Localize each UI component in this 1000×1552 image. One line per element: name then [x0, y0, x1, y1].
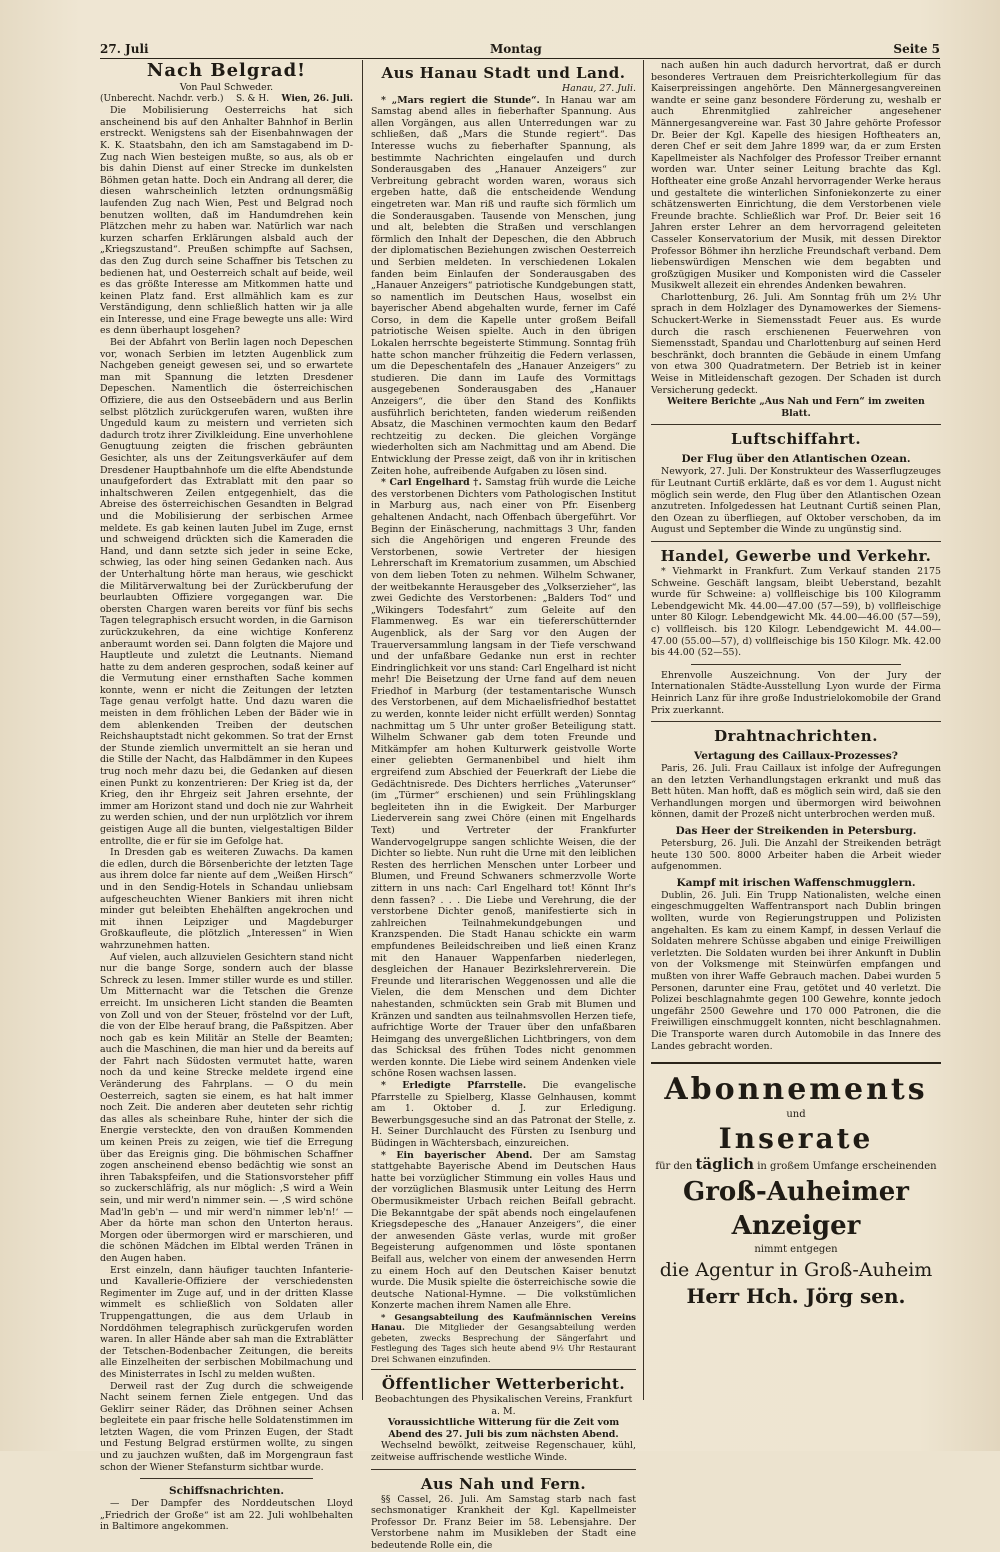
column-divider	[362, 60, 363, 1400]
paragraph	[371, 95, 636, 478]
paragraph: Petersburg, 26. Juli. Die Anzahl der Streikenden beträgt heute 130 500. 8000 Arbeiter haben die Arbeit wieder aufgenommen.	[651, 838, 941, 873]
section-divider	[651, 721, 941, 722]
paragraph-head: * Erledigte Pfarrstelle.	[381, 1080, 527, 1092]
header-date: 27. Juli	[100, 42, 149, 56]
ad-text-emphasis: täglich	[695, 1155, 755, 1174]
column-3	[651, 60, 941, 1400]
ad-text	[651, 1156, 941, 1175]
section-divider	[651, 541, 941, 542]
paragraph-head: * Gesangsabteilung des Kaufmännischen Vereins Hanau.	[371, 1311, 636, 1333]
section-divider	[140, 1478, 313, 1479]
paragraph-body: Die Mitglieder der Gesangsabteilung werden gebeten, zwecks Besprechung der Sängerfahrt und Festlegung des Tages sich heute abend 9½ Uhr Restaurant Drei Schwanen einzufinden.	[371, 1322, 636, 1364]
section-divider	[691, 664, 901, 665]
paragraph-body: Samstag früh wurde die Leiche des verstorbenen Dichters vom Pathologischen Institut in Marburg aus, nach einer von Pfr. Eisenberg gehaltenen Andacht, nach Offenbach übergeführt. Vor Beginn der Einäscherung, nachmittags 3 Uhr, fanden sich die Angehörigen und engeren Freunde des Verstorbenen, sowie Vertreter der hiesigen Lehrerschaft im Krematorium zusammen, um Abschied von dem lieben Toten zu nehmen. Wilhelm Schwaner, der weitbekannte Herausgeber des „Volkserzieher“, las zwei Gedichte des Verstorbenen: „Balders Tod“ und „Wikingers Todesfahrt“ zum Geleite auf den Flammenweg. Es war ein tiefererschütternder Augenblick, als der Sarg vor den Augen der Trauerversammlung langsam in der Tiefe verschwand und der unfaßbare Gedanke nun erst in rechter Eindringlichkeit vor uns stand: Carl Engelhard ist nicht mehr! Die Beisetzung der Urne fand auf dem neuen Friedhof in Marburg (der testamentarische Wunsch des Verstorbenen, auf dem Michaelisfriedhof bestattet zu werden, konnte leider nicht erfüllt werden) Sonntag nachmittag um 5 Uhr unter großer Beteiligung statt. Wilhelm Schwaner gab dem toten Freunde und Mitkämpfer am hohen Kulturwerk geistvolle Worte einer geliebten Germanenbibel und hielt ihm ergreifend zum Abschied der Feuerkraft der Liebe die Gedächtnisrede. Des Dichters herrliches „Vaterunser“ (im „Türmer“ erschienen) und sein Frühlingsklang begleiteten ihn in die Ewigkeit. Der Marburger Liederverein sang zwei Chöre (einen mit Engelhards Text) und Vertreter der Frankfurter Wandervogelgruppe sangen schlichte Weisen, die der Dichter so liebte. Nun ruht die Urne mit den leiblichen Resten des herrlichen Menschen unter Lorbeer und Blumen, und Freund Schwaners schmerzvolle Worte zittern in uns nach: Carl Engelhard tot! Könnt Ihr's denn fassen? . . . Die Liebe und Verehrung, die der verstorbene Dichter genoß, manifestierte sich in zahlreichen Teilnahmekundgebungen und Kranzspenden. Die Stadt Hanau schickte ein warm empfundenes Beileidschreiben und ließ einen Kranz mit den Hanauer Wappenfarben niederlegen, desgleichen der Hanauer Bezirkslehrerverein. Die Freunde und literarischen Weggenossen und alle die Vielen, die dem Menschen und dem Dichter nahestanden, schmückten sein Grab mit Blumen und Kränzen und sandten aus teilnahmsvollen Herzen tiefe, aufrichtige Worte der Trauer über den unfaßbaren Heimgang des unvergeßlichen Lichtbringers, von dem das Schicksal des frühen Todes nicht genommen werden konnte. Die Liebe wird seinem Andenken viele schöne Rosen wachsen lassen.	[371, 477, 636, 1080]
ad-newspaper-name: Groß-Auheimer Anzeiger	[683, 1177, 909, 1242]
paragraph: Die Mobilisierung Oesterreichs hat sich anscheinend bis auf den Anhalter Bahnhof in Berlin erstreckt. Wenigstens sah der Eisenbahnwagen der K. K. Staatsbahn, den ich am Samstagabend im D-Zug nach Wien besteigen mußte, so aus, als ob er bis dahin Dienst auf einer Strecke im dunkelsten Böhmen getan hatte. Doch ein Andrang all derer, die diesen wahrscheinlich letzten ordnungsmäßig laufenden Zug nach Wien, Pest und Belgrad noch benutzen wollten, daß im Handumdrehen kein Plätzchen mehr zu haben war. Natürlich war nach kurzen scharfen Erklärungen alsbald auch der „Kriegszustand“. Preußen schimpfte auf Sachsen, das den Zug durch seine Schaffner bis Tetschen zu bedienen hat, und Oesterreich schalt auf beide, weil es das größte Interesse am Mitkommen hatte und keinen Platz fand. Erst allmählich kam es zur Verständigung, denn schließlich hatten wir ja alle ein Interesse, und eine Frage bewegte uns alle: Wird es denn überhaupt losgehen?	[100, 105, 353, 337]
paragraph: Auf vielen, auch allzuvielen Gesichtern stand nicht nur die bange Sorge, sondern auch der blasse Schreck zu lesen. Immer stiller wurde es und stiller. Um Mitternacht war die Tetschen die Grenze erreicht. Im unsicheren Licht standen die Beamten von Zoll und von der Steuer, fröstelnd vor der Luft, die von der Elbe herauf brang, die Paßspitzen. Aber noch gab es kein Militär an Stelle der Beamten; auch die Maschinen, die man hier und da bereits auf der Fahrt nach Südosten vermutet hatte, waren noch da und keine Strecke meldete irgend eine Veränderung des Fahrplans. — O du mein Oesterreich, sagten sie einem, es hat halt immer noch Zeit. Die anderen aber deuteten sehr richtig das alles als scheinbare Ruhe, hinter der sich die Energie versteckte, den von draußen Kommenden um keinen Preis zu zeigen, wie tief die Erregung über das Ereignis ging. Die böhmischen Schaffner zogen anscheinend ebenso bedächtig wie sonst an ihren Tabakspfeifen, und die Stationsvorsteher pfiff so zuckerschläfrig, als nur möglich: ‚S wird a Wein sein, und mir werd'n nimmer sein. — ‚S wird schöne Mad'ln geb'n — und mir werd'n nimmer leb'n!‘ — Aber da hörte man schon den Unterton heraus. Morgen oder übermorgen wird er marschieren, und die schönen Mädchen im Elbtal werden Tränen in den Augen haben.	[100, 951, 353, 1264]
weather-forecast-heading: Voraussichtliche Witterung für die Zeit vom Abend des 27. Juli bis zum nächsten Abend.	[387, 1417, 620, 1440]
column-1	[100, 60, 353, 1533]
paragraph: Paris, 26. Juli. Frau Caillaux ist infolge der Aufregungen an den letzten Verhandlungstagen erkrankt und muß das Bett hüten. Man hofft, daß es möglich sein wird, daß sie den Verhandlungen morgen und übermorgen wird beiwohnen können, damit der Prozeß nicht unterbrochen werden muß.	[651, 763, 941, 821]
section-title: Aus Hanau Stadt und Land.	[381, 64, 626, 82]
paragraph: Newyork, 27. Juli. Der Konstrukteur des Wasserflugzeuges für Leutnant Curtiß erklärte, daß es vor dem 1. August nicht möglich sein werde, den Flug über den Atlantischen Ozean anzutreten. Infolgedessen hat Leutnant Curtiß seinen Plan, den Ozean zu überfliegen, auf Oktober verschoben, da im August und September die Winde zu ungünstig sind.	[651, 466, 941, 536]
article-title: Vertagung des Caillaux-Prozesses?	[694, 750, 898, 763]
paragraph: Bei der Abfahrt von Berlin lagen noch Depeschen vor, wonach Serbien im letzten Augenblick zum Nachgeben geneigt gewesen sei, und so erwartete man mit Spannung die letzten Dresdener Depeschen. Namentlich die österreichischen Offiziere, die aus den Ostseebädern und aus Berlin selbst plötzlich zurückgerufen waren, wußten ihre Ungeduld kaum zu meistern und verrieten sich dadurch trotz ihrer Zivilkleidung. Eine unverhohlene Genugtuung zeigten die frischen gebräunten Gesichter, als uns der Zeitungsverkäufer auf dem Dresdener Hauptbahnhofe um die elfte Abendstunde unaufgefordert das Extrablatt mit den paar so inhaltschweren Zeilen entgegenhielt, das die Abreise des österreichischen Gesandten in Belgrad und die Mobilisierung der serbischen Armee meldete. Es gab keinen lauten Jubel im Zuge, ernst und schweigend drückten sich die Kameraden die Hand, und dann setzte sich jeder in seine Ecke, schwieg, las oder hing seinen Gedanken nach. Aus der Unterhaltung hörte man heraus, wie geschickt die Militärverwaltung bei der Zurückberufung der beurlaubten Offiziere vorgegangen war. Die obersten Chargen waren bereits vor fünf bis sechs Tagen telegraphisch ersucht worden, in die Garnison zurückzukehren, da eine wichtige Konferenz anberaumt worden sei. Dann folgten die Majore und Hauptleute und zuletzt die Leutnants. Niemand hatte zu dem anderen gesprochen, sodaß keiner auf die Vermutung einer ernsthaften Sache kommen konnte, wenn er nicht die Zeitungen der letzten Tage genau verfolgt hatte. Und dazu waren die meisten in dem fröhlichen Leben der Bäder wie in dem ablenkenden Treiben der deutschen Reichshauptstadt nicht gekommen. So trat der Ernst der Stunde ziemlich unvermittelt an sie heran und die Stille der Nacht, das Halbdämmer in den Kupees trug noch mehr dazu bei, die Gedanken auf diesen einen Punkt zu konzentrieren: Der Krieg ist da, der Krieg, den ihr Ehrgeiz seit Jahren ersehnte, der immer am Horizont stand und doch nie zur Wahrheit zu werden schien, und der nun urplötzlich vor ihrem geistigen Auge all die bunten, vielgestaltigen Bilder entrollte, die er für sie im Gefolge hat.	[100, 337, 353, 847]
ad-text: und	[786, 1109, 806, 1121]
paragraph: Erst einzeln, dann häufiger tauchten Infanterie- und Kavallerie-Offiziere der verschiedensten Regimenter im Zuge auf, und in der dritten Klasse wimmelt es schließlich von Soldaten aller Truppengattungen, die aus dem Urlaub in Norddöhmen telegraphisch zurückgerufen worden waren. In aller Hände aber sah man die Extrablätter der Tetschen-Bodenbacher Zeitungen, die bereits alle Einzelheiten der serbischen Mobilmachung und des Ministerrates in Ischl zu melden wußten.	[100, 1264, 353, 1380]
reprint-notice: (Unberecht. Nachdr. verb.)	[100, 93, 224, 104]
header-page-number: Seite 5	[893, 42, 940, 56]
ad-contact-name: Herr Hch. Jörg sen.	[686, 1284, 906, 1309]
paragraph-head: * Ein bayerischer Abend.	[381, 1149, 533, 1161]
paragraph: Wechselnd bewölkt, zeitweise Regenschauer, kühl, zeitweise auffrischende westliche Winde.	[371, 1440, 636, 1463]
section-title: Aus Nah und Fern.	[420, 1474, 587, 1493]
paragraph: * Viehmarkt in Frankfurt. Zum Verkauf standen 2175 Schweine. Geschäft langsam, bleibt Ueberstand, bezahlt wurde für Schweine: a) vollfleischige bis 100 Kilogramm Lebendgewicht Mk. 44.00—47.00 (57—59), b) vollfleischige unter 80 Kilogr. Lebendgewicht Mk. 44.00—46.00 (57—59), c) vollfleisch. bis 120 Kilogr. Lebendgewicht M. 44.00—47.00 (55.00—57), d) vollfleischige bis 150 Kilogr. Mk. 42.00 bis 44.00 (52—55).	[651, 565, 941, 659]
column-divider	[643, 60, 644, 1400]
paragraph: Derweil rast der Zug durch die schweigende Nacht seinem fernen Ziele entgegen. Und das Geklirr seiner Räder, das Dröhnen seiner Achsen begleitete ein paar frische helle Soldatenstimmen im letzten Wagen, die vom Prinzen Eugen, der Stadt und Festung Belgrad erstürmen wollte, zu singen und zu jauchzen wußten, daß im Morgengraun fast schon der Wiener Stefansturm sichtbar wurde.	[100, 1380, 353, 1473]
ad-text-part: in großem Umfange erscheinenden	[757, 1161, 937, 1173]
section-title: Öffentlicher Wetterbericht.	[381, 1374, 626, 1393]
continuation-note: Weitere Berichte „Aus Nah und Fern“ im zweiten Blatt.	[667, 396, 925, 419]
ad-text: nimmt entgegen	[754, 1244, 838, 1256]
article-title: Der Flug über den Atlantischen Ozean.	[681, 453, 911, 466]
article-title: Das Heer der Streikenden in Petersburg.	[675, 825, 917, 838]
section-divider	[651, 424, 941, 425]
ad-headline: Inserate	[718, 1122, 874, 1156]
paragraph: Charlottenburg, 26. Juli. Am Sonntag früh um 2½ Uhr sprach in dem Holzlager des Dynamowerkes der Siemens-Schuckert-Werke in Siemensstadt Feuer aus. Es wurde durch die rasch erschienenen Feuerwehren von Siemensstadt, Spandau und Charlottenburg auf seinen Herd beschränkt, doch brannten die Gebäude in einem Umfang von etwa 300 Quadratmetern. Der Betrieb ist in keiner Weise in Mitleidenschaft gezogen. Der Schaden ist durch Versicherung gedeckt.	[651, 291, 941, 396]
paragraph: — Der Dampfer des Norddeutschen Lloyd „Friedrich der Große“ ist am 22. Juli wohlbehalten in Baltimore angekommen.	[100, 1498, 353, 1533]
article-meta	[100, 94, 353, 106]
section-title: Handel, Gewerbe und Verkehr.	[660, 546, 932, 565]
section-divider	[371, 1369, 636, 1370]
paragraph: Ehrenvolle Auszeichnung. Von der Jury der Internationalen Städte-Ausstellung Lyon wurde der Firma Heinrich Lanz für ihre große Industrielokomobile der Grand Prix zuerkannt.	[651, 669, 941, 716]
column-2	[371, 60, 637, 1551]
dateline: Hanau, 27. Juli.	[561, 83, 636, 94]
paragraph-body: Der am Samstag stattgehabte Bayerische Abend im Deutschen Haus hatte bei vorzüglicher Stimmung ein volles Haus und der vorzüglichen Blasmusik unter Leitung des Herrn Obermusikmeister Urbach reichen Beifall gebracht. Die Bekanntgabe der spät abends noch eingelaufenen Kriegsdepesche des „Hanauer Anzeigers“, die einer der anwesenden Gäste verlas, wurde mit großer Begeisterung aufgenommen und löste spontanen Beifall aus, welcher von einem der anwesenden Herrn zu einem Hoch auf den Deutschen Kaiser benutzt wurde. Die Musik spielte die österreichische sowie die deutsche National-Hymne. — Die volkstümlichen Konzerte machen ihrem Namen alle Ehre.	[371, 1149, 636, 1312]
paragraph-head: * Carl Engelhard †.	[381, 477, 482, 489]
paragraph-body: In Hanau war am Samstag abend alles in fieberhafter Spannung. Aus allen Vorgängen, aus allen Unterredungen war zu schließen, daß „Mars die Stunde regiert“. Das Interesse wuchs zu fieberhafter Spannung, als bestimmte Nachrichten eingelaufen und durch Sonderausgaben des „Hanauer Anzeigers“ zur Verbreitung gebracht worden waren, woraus sich ergeben hatte, daß die entscheidende Wendung eingetreten war. Man riß und raufte sich förmlich um die Sonderausgaben. Tausende von Menschen, jung und alt, belebten die Straßen und verschlangen förmlich den Inhalt der Depeschen, die den Abbruch der diplomatischen Beziehungen zwischen Oesterreich und Serbien meldeten. In verschiedenen Lokalen fanden beim Einlaufen der Sonderausgaben des „Hanauer Anzeigers“ patriotische Kundgebungen statt, so namentlich im Deutschen Haus, woselbst ein bayerischer Abend abgehalten wurde, ferner im Café Corso, in dem die Kapelle unter großem Beifall patriotische Weisen spielte. Auch in den übrigen Lokalen herrschte begeisterte Stimmung. Sonntag früh hatte schon mancher frühzeitig die Federn verlassen, um die Depeschentafeln des „Hanauer Anzeigers“ zu studieren. Die dann im Laufe des Vormittags ausgegebenen Sonderausgaben des „Hanauer Anzeigers“, die über den Stand des Konflikts ausführlich berichteten, fanden wiederum reißenden Absatz, die Maschinen vermochten kaum den Bedarf rechtzeitig zu decken. Die gleichen Vorgänge wiederholten sich am Nachmittag und am Abend. Die Entwicklung der Presse zeigt, daß von ihr in kritischen Zeiten hohe, aufreibende Aufgaben zu lösen sind.	[371, 94, 637, 477]
subscription-advertisement	[651, 1062, 941, 1309]
header-day: Montag	[490, 42, 542, 56]
running-header	[100, 42, 940, 59]
paragraph: §§ Cassel, 26. Juli. Am Samstag starb nach fast sechsmonatiger Krankheit der Kgl. Kapellmeister Professor Dr. Franz Beier im 58. Lebensjahre. Der Verstorbene nahm im Musikleben der Stadt eine bedeutende Rolle ein, die	[371, 1493, 636, 1551]
section-title: Drahtnachrichten.	[714, 727, 878, 746]
agency: S. & H.	[235, 93, 270, 104]
article-title: Nach Belgrad!	[146, 60, 307, 81]
dateline: Wien, 26. Juli.	[281, 93, 353, 104]
paragraph: In Dresden gab es weiteren Zuwachs. Da kamen die edlen, durch die Börsenberichte der letzten Tage aus ihrem dolce far niente auf dem „Weißen Hirsch“ und in den Sendig-Hotels in Schandau unliebsam aufgescheuchten Wiener Bankiers mit ihren nicht minder gut beleibten Ehehälften angekrochen und mit ihnen Leipziger und Magdeburger Großkaufleute, die plötzlich „Interessen“ in Wien wahrzunehmen hatten.	[100, 847, 353, 951]
section-divider	[371, 1469, 636, 1470]
section-title: Luftschiffahrt.	[730, 430, 862, 449]
ad-headline: Abonnements	[664, 1072, 928, 1108]
paragraph	[371, 1312, 636, 1364]
paragraph: nach außen hin auch dadurch hervortrat, daß er durch besonderes Vertrauen dem Preisrichterkollegium für das Kaiserpreissingen angehörte. Den Männergesangvereinen wandte er seine ganz besondere Förderung zu, weshalb er auch Ehrenmitglied zahlreicher angesehener Männergesangvereine war. Fast 30 Jahre gehörte Professor Dr. Beier der Kgl. Kapelle des hiesigen Hoftheaters an, deren Chef er seit dem Jahre 1899 war, da er zum Ersten Kapellmeister als Nachfolger des Professor Treiber ernannt worden war. Unter seiner Leitung brachte das Kgl. Hoftheater eine große Anzahl hervorragender Werke heraus und gestaltete die winterlichen Sinfoniekonzerte zu einer schätzenswerten Einrichtung, die dem Verstorbenen viele Freunde brachte. Schließlich war Prof. Dr. Beier seit 16 Jahren erster Lehrer an dem hervorragend geleiteten Casseler Konservatorium der Musik, mit dessen Direktor Professor Böhmer ihn herzliche Freundschaft verband. Dem liebenswürdigen Menschen wie dem begabten und großzügigen Musiker und Komponisten wird die Casseler Musikwelt allezeit ein ehrendes Andenken bewahren.	[651, 60, 941, 292]
weather-source: Beobachtungen des Physikalischen Vereins, Frankfurt a. M.	[374, 1393, 633, 1417]
ad-agency: die Agentur in Groß-Auheim	[659, 1259, 933, 1282]
paragraph	[371, 1080, 636, 1150]
ad-text-part: für den	[655, 1161, 693, 1173]
section-title: Schiffsnachrichten.	[169, 1485, 284, 1498]
paragraph	[371, 1150, 636, 1312]
paragraph: Dublin, 26. Juli. Ein Trupp Nationalisten, welche einen eingeschmuggelten Waffentransport nach Dublin bringen wollten, wurde von Regierungstruppen und Polizisten angehalten. Es kam zu einem Kampf, in dessen Verlauf die Soldaten mehrere Schüsse abgaben und einige Freiwilligen verletzten. Die Soldaten wurden bei ihrer Ankunft in Dublin von der Volksmenge mit Steinwürfen empfangen und mußten von ihrer Waffe Gebrauch machen. Dabei wurden 5 Personen, darunter eine Frau, getötet und 40 verletzt. Die Polizei beschlagnahmte gegen 100 Gewehre, konnte jedoch ungefähr 2500 Gewehre und 170 000 Patronen, die die Freiwilligen einschmuggelt konnten, nicht beschlagnahmen. Die Transporte waren durch Automobile in das Innere des Landes gebracht worden.	[651, 889, 941, 1052]
article-title: Kampf mit irischen Waffenschmugglern.	[676, 876, 916, 889]
paragraph-body: Die evangelische Pfarrstelle zu Spielberg, Klasse Gelnhausen, kommt am 1. Oktober d. J. zur Erledigung. Bewerbungsgesuche sind an das Patronat der Stelle, z. H. Seiner Durchlaucht des Fürsten zu Isenburg und Büdingen in Wächtersbach, einzureichen.	[371, 1080, 636, 1150]
paragraph	[371, 477, 636, 1080]
article-byline: Von Paul Schweder.	[179, 82, 274, 93]
paragraph-head: * „Mars regiert die Stunde“.	[381, 94, 540, 106]
